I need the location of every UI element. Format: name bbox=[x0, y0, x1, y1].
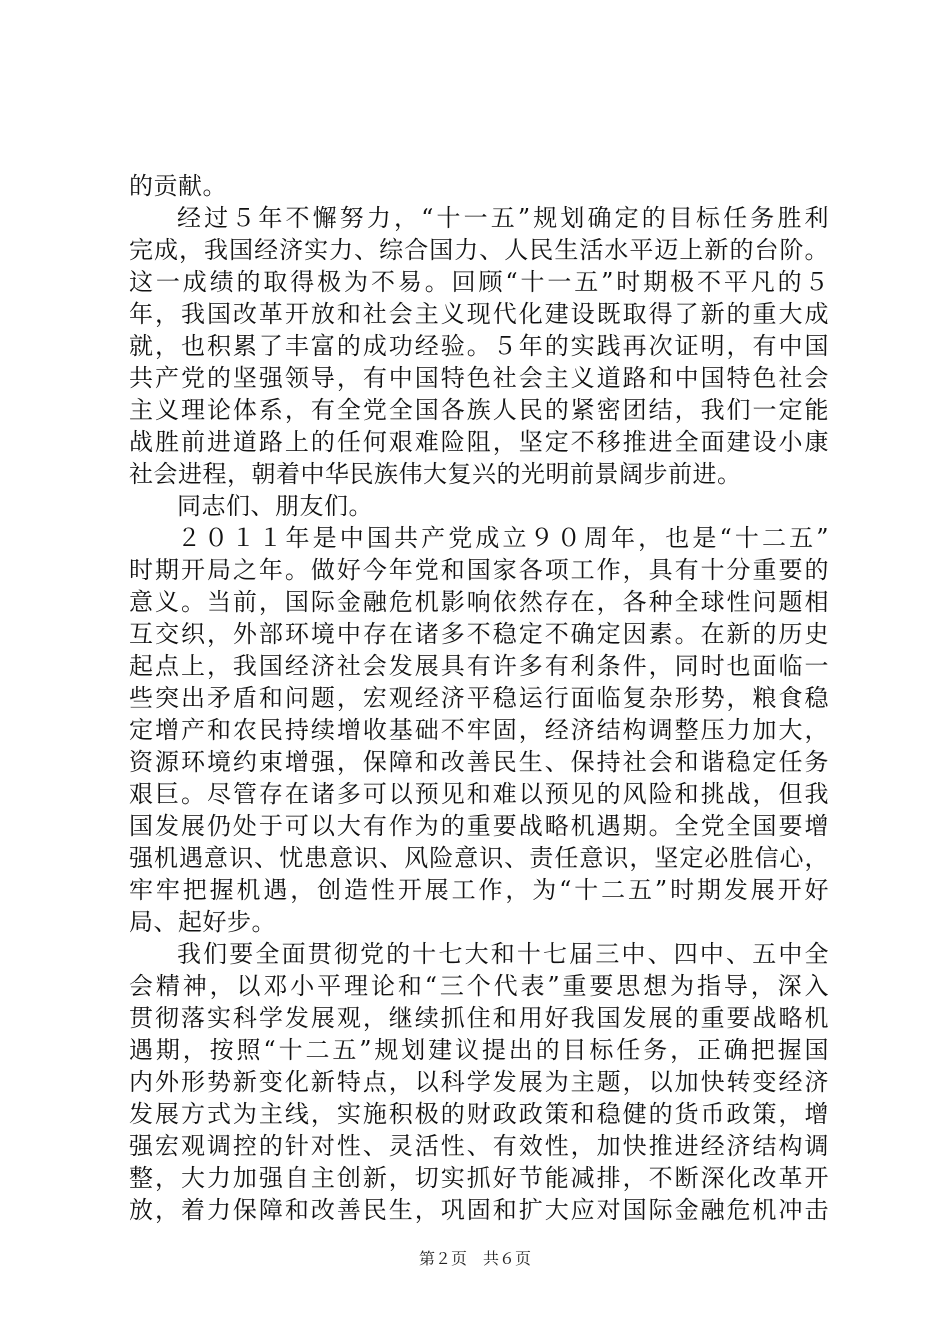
text-line: 放，着力保障和改善民生，巩固和扩大应对国际金融危机冲击 bbox=[129, 1196, 829, 1224]
text-line: 战胜前进道路上的任何艰难险阻，坚定不移推进全面建设小康 bbox=[129, 428, 829, 456]
text-line: 主义理论体系，有全党全国各族人民的紧密团结，我们一定能 bbox=[129, 396, 829, 424]
text-line: 整，大力加强自主创新，切实抓好节能减排，不断深化改革开 bbox=[129, 1164, 829, 1192]
text-line: 的贡献。 bbox=[129, 172, 227, 200]
document-body bbox=[129, 170, 829, 1226]
text-line: 内外形势新变化新特点，以科学发展为主题，以加快转变经济 bbox=[129, 1068, 829, 1096]
text-line: 些突出矛盾和问题，宏观经济平稳运行面临复杂形势，粮食稳 bbox=[129, 684, 829, 712]
text-line: 国发展仍处于可以大有作为的重要战略机遇期。全党全国要增 bbox=[129, 812, 829, 840]
text-line: 遇期，按照“十二五”规划建议提出的目标任务，正确把握国 bbox=[129, 1036, 829, 1064]
text-line: 发展方式为主线，实施积极的财政政策和稳健的货币政策，增 bbox=[129, 1100, 829, 1128]
text-line: 就，也积累了丰富的成功经验。５年的实践再次证明，有中国 bbox=[129, 332, 829, 360]
text-line: 艰巨。尽管存在诸多可以预见和难以预见的风险和挑战，但我 bbox=[129, 780, 829, 808]
text-line: 局、起好步。 bbox=[129, 908, 276, 936]
page-footer: 第２页 共６页 bbox=[418, 1249, 531, 1268]
text-line: 意义。当前，国际金融危机影响依然存在，各种全球性问题相 bbox=[129, 588, 829, 616]
text-line: ２０１１年是中国共产党成立９０周年，也是“十二五” bbox=[177, 524, 829, 552]
text-line: 贯彻落实科学发展观，继续抓住和用好我国发展的重要战略机 bbox=[129, 1004, 829, 1032]
text-line: 共产党的坚强领导，有中国特色社会主义道路和中国特色社会 bbox=[129, 364, 829, 392]
text-line: 时期开局之年。做好今年党和国家各项工作，具有十分重要的 bbox=[129, 556, 829, 584]
text-line: 牢牢把握机遇，创造性开展工作，为“十二五”时期发展开好 bbox=[129, 876, 829, 904]
text-line: 完成，我国经济实力、综合国力、人民生活水平迈上新的台阶。 bbox=[129, 236, 829, 264]
text-line: 定增产和农民持续增收基础不牢固，经济结构调整压力加大， bbox=[129, 716, 829, 744]
text-line: 资源环境约束增强，保障和改善民生、保持社会和谐稳定任务 bbox=[129, 748, 829, 776]
text-line: 这一成绩的取得极为不易。回顾“十一五”时期极不平凡的５ bbox=[129, 268, 829, 296]
text-line: 强宏观调控的针对性、灵活性、有效性，加快推进经济结构调 bbox=[129, 1132, 829, 1160]
text-line: 会精神，以邓小平理论和“三个代表”重要思想为指导，深入 bbox=[129, 972, 829, 1000]
text-line: 强机遇意识、忧患意识、风险意识、责任意识，坚定必胜信心， bbox=[129, 844, 829, 872]
text-line: 经过５年不懈努力，“十一五”规划确定的目标任务胜利 bbox=[177, 204, 829, 232]
text-line: 我们要全面贯彻党的十七大和十七届三中、四中、五中全 bbox=[177, 940, 829, 968]
text-line: 起点上，我国经济社会发展具有许多有利条件，同时也面临一 bbox=[129, 652, 829, 680]
text-line: 互交织，外部环境中存在诸多不稳定不确定因素。在新的历史 bbox=[129, 620, 829, 648]
text-line: 社会进程，朝着中华民族伟大复兴的光明前景阔步前进。 bbox=[129, 460, 742, 488]
text-line: 同志们、朋友们。 bbox=[177, 492, 373, 520]
text-line: 年，我国改革开放和社会主义现代化建设既取得了新的重大成 bbox=[129, 300, 829, 328]
